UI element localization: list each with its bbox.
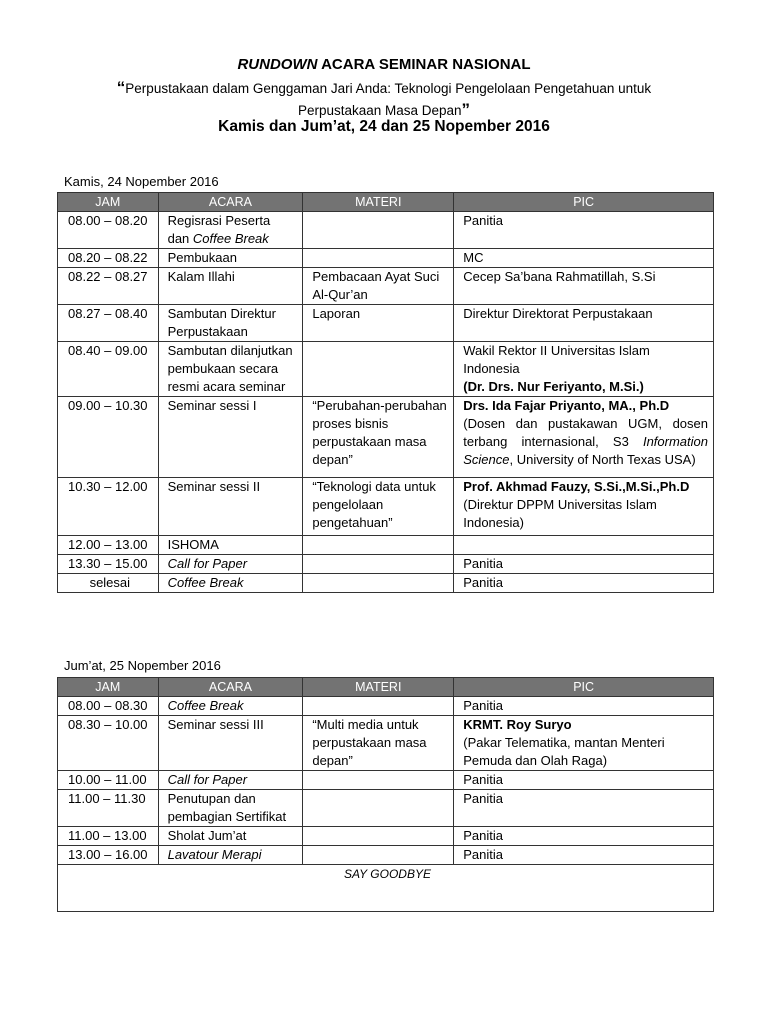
jam-cell: 08.30 – 10.00 bbox=[58, 716, 159, 771]
table-row bbox=[58, 574, 714, 593]
jam-cell: 11.00 – 13.00 bbox=[58, 827, 159, 846]
col-header-acara: ACARA bbox=[158, 678, 303, 697]
jam-cell: 08.27 – 08.40 bbox=[58, 305, 159, 342]
col-header-acara: ACARA bbox=[158, 193, 303, 212]
acara-cell: Coffee Break bbox=[158, 697, 303, 716]
acara-cell: Call for Paper bbox=[158, 555, 303, 574]
jam-cell: 09.00 – 10.30 bbox=[58, 397, 159, 478]
day2-label: Jum’at, 25 Nopember 2016 bbox=[64, 658, 221, 673]
acara-cell: Sambutan Direktur Perpustakaan bbox=[158, 305, 303, 342]
closing-row bbox=[58, 865, 714, 912]
materi-cell bbox=[303, 555, 454, 574]
pic-cell: Cecep Sa’bana Rahmatillah, S.Si bbox=[454, 268, 714, 305]
table-header-row bbox=[58, 193, 714, 212]
acara-cell: Sholat Jum’at bbox=[158, 827, 303, 846]
day1-schedule-table bbox=[57, 192, 714, 593]
pic-cell: Panitia bbox=[454, 846, 714, 865]
acara-cell: Penutupan dan pembagian Sertifikat bbox=[158, 790, 303, 827]
table-row bbox=[58, 555, 714, 574]
jam-cell: 08.40 – 09.00 bbox=[58, 342, 159, 397]
materi-cell: “Multi media untuk perpustakaan masa depan” bbox=[303, 716, 454, 771]
table-row bbox=[58, 846, 714, 865]
materi-cell bbox=[303, 212, 454, 249]
pic-cell: Direktur Direktorat Perpustakaan bbox=[454, 305, 714, 342]
materi-cell: Laporan bbox=[303, 305, 454, 342]
jam-cell: 08.22 – 08.27 bbox=[58, 268, 159, 305]
materi-cell bbox=[303, 697, 454, 716]
table-row bbox=[58, 397, 714, 478]
col-header-materi: MATERI bbox=[303, 193, 454, 212]
acara-cell: ISHOMA bbox=[158, 536, 303, 555]
jam-cell: 08.00 – 08.30 bbox=[58, 697, 159, 716]
acara-cell: Seminar sessi III bbox=[158, 716, 303, 771]
jam-cell: 11.00 – 11.30 bbox=[58, 790, 159, 827]
acara-cell: Kalam Illahi bbox=[158, 268, 303, 305]
jam-cell: 10.00 – 11.00 bbox=[58, 771, 159, 790]
acara-cell: Coffee Break bbox=[158, 574, 303, 593]
pic-cell: Panitia bbox=[454, 790, 714, 827]
table-row bbox=[58, 697, 714, 716]
materi-cell: “Teknologi data untuk pengelolaan pengetahuan” bbox=[303, 478, 454, 536]
table-row bbox=[58, 827, 714, 846]
table-row bbox=[58, 716, 714, 771]
jam-cell: 13.00 – 16.00 bbox=[58, 846, 159, 865]
table-row bbox=[58, 771, 714, 790]
col-header-pic: PIC bbox=[454, 193, 714, 212]
pic-cell: Panitia bbox=[454, 697, 714, 716]
jam-cell: 10.30 – 12.00 bbox=[58, 478, 159, 536]
seminar-theme: “Perpustakaan dalam Genggaman Jari Anda: Teknologi Pengelolaan Pengetahuan untuk Perpustakaan Masa Depan” bbox=[116, 78, 652, 119]
table-row bbox=[58, 305, 714, 342]
document-title: RUNDOWN ACARA SEMINAR NASIONAL bbox=[237, 56, 531, 73]
jam-cell: 08.00 – 08.20 bbox=[58, 212, 159, 249]
materi-cell bbox=[303, 771, 454, 790]
closing-text: SAY GOODBYE bbox=[58, 865, 714, 912]
col-header-pic: PIC bbox=[454, 678, 714, 697]
pic-cell: KRMT. Roy Suryo (Pakar Telematika, mantan Menteri Pemuda dan Olah Raga) bbox=[454, 716, 714, 771]
col-header-materi: MATERI bbox=[303, 678, 454, 697]
table-row bbox=[58, 536, 714, 555]
pic-cell bbox=[454, 536, 714, 555]
table-row bbox=[58, 249, 714, 268]
table-row bbox=[58, 268, 714, 305]
pic-cell: Panitia bbox=[454, 555, 714, 574]
materi-cell bbox=[303, 846, 454, 865]
pic-cell: Panitia bbox=[454, 827, 714, 846]
pic-cell: Prof. Akhmad Fauzy, S.Si.,M.Si.,Ph.D (Direktur DPPM Universitas Islam Indonesia) bbox=[454, 478, 714, 536]
acara-cell: Seminar sessi II bbox=[158, 478, 303, 536]
pic-cell: MC bbox=[454, 249, 714, 268]
jam-cell: 12.00 – 13.00 bbox=[58, 536, 159, 555]
pic-cell: Panitia bbox=[454, 771, 714, 790]
materi-cell bbox=[303, 574, 454, 593]
table-header-row bbox=[58, 678, 714, 697]
table-row bbox=[58, 212, 714, 249]
jam-cell: 13.30 – 15.00 bbox=[58, 555, 159, 574]
materi-cell bbox=[303, 536, 454, 555]
acara-cell: Sambutan dilanjutkan pembukaan secara resmi acara seminar bbox=[158, 342, 303, 397]
pic-cell: Wakil Rektor II Universitas Islam Indonesia (Dr. Drs. Nur Feriyanto, M.Si.) bbox=[454, 342, 714, 397]
pic-cell: Panitia bbox=[454, 212, 714, 249]
materi-cell bbox=[303, 790, 454, 827]
day2-schedule-table bbox=[57, 677, 714, 912]
acara-cell: Lavatour Merapi bbox=[158, 846, 303, 865]
jam-cell: selesai bbox=[58, 574, 159, 593]
materi-cell bbox=[303, 342, 454, 397]
materi-cell: “Perubahan-perubahan proses bisnis perpustakaan masa depan” bbox=[303, 397, 454, 478]
materi-cell bbox=[303, 827, 454, 846]
acara-cell: Call for Paper bbox=[158, 771, 303, 790]
jam-cell: 08.20 – 08.22 bbox=[58, 249, 159, 268]
seminar-dates: Kamis dan Jum’at, 24 dan 25 Nopember 2016 bbox=[218, 118, 550, 135]
table-row bbox=[58, 790, 714, 827]
table-row bbox=[58, 478, 714, 536]
acara-cell: Seminar sessi I bbox=[158, 397, 303, 478]
table-row bbox=[58, 342, 714, 397]
acara-cell: Regisrasi Peserta dan Coffee Break bbox=[158, 212, 303, 249]
pic-cell: Drs. Ida Fajar Priyanto, MA., Ph.D (Dosen dan pustakawan UGM, dosen terbang internasional, S3 Information Science, University of North Texas USA) bbox=[454, 397, 714, 478]
col-header-jam: JAM bbox=[58, 193, 159, 212]
materi-cell: Pembacaan Ayat Suci Al-Qur’an bbox=[303, 268, 454, 305]
day1-label: Kamis, 24 Nopember 2016 bbox=[64, 174, 219, 189]
acara-cell: Pembukaan bbox=[158, 249, 303, 268]
materi-cell bbox=[303, 249, 454, 268]
pic-cell: Panitia bbox=[454, 574, 714, 593]
col-header-jam: JAM bbox=[58, 678, 159, 697]
